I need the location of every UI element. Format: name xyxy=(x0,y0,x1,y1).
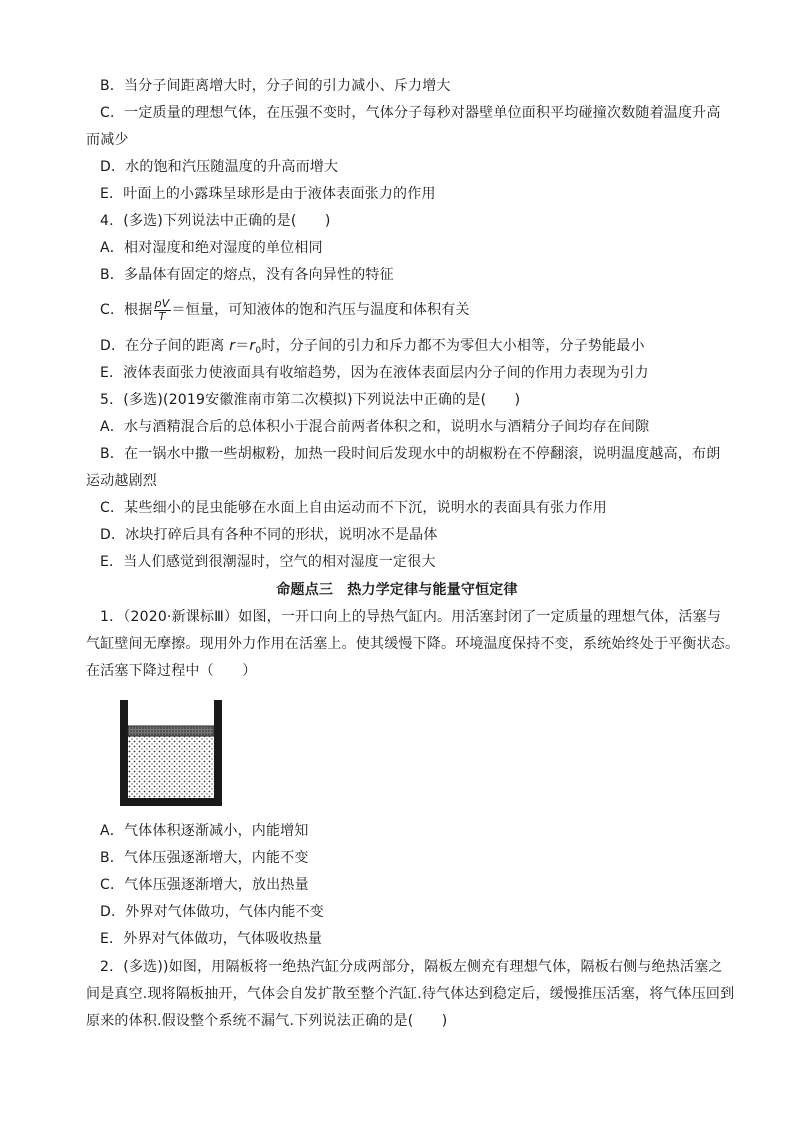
q4-option-a: A．相对湿度和绝对湿度的单位相同 xyxy=(100,240,323,256)
q3-option-b: B．当分子间距离增大时，分子间的引力减小、斥力增大 xyxy=(100,78,451,94)
equals-sign: ＝ xyxy=(235,338,250,354)
q3-option-c: C．一定质量的理想气体，在压强不变时，气体分子每秒对器壁单位面积平均碰撞次数随着温度升高 xyxy=(100,105,721,121)
q4-option-c-prefix: C．根据 xyxy=(100,302,153,318)
q3-option-e: E．叶面上的小露珠呈球形是由于液体表面张力的作用 xyxy=(100,186,436,202)
q5-option-b: B．在一锅水中撒一些胡椒粉，加热一段时间后发现水中的胡椒粉在不停翻滚，说明温度越高，布朗 xyxy=(100,446,721,462)
p1-option-e: E．外界对气体做功，气体吸收热量 xyxy=(100,931,323,947)
p2-stem-line3: 原来的体积.假设整个系统不漏气.下列说法正确的是( ) xyxy=(86,1013,448,1029)
q3-option-d: D．水的饱和汽压随温度的升高而增大 xyxy=(100,159,339,175)
p1-stem-line1: 1．（2020·新课标Ⅲ）如图，一开口向上的导热气缸内。用活塞封闭了一定质量的理想气体，活塞与 xyxy=(100,609,722,625)
r0-variable: r xyxy=(249,338,256,354)
piston xyxy=(128,726,214,736)
q5-option-b-continued: 运动越剧烈 xyxy=(86,473,157,489)
p2-stem-line1: 2．(多选))如图，用隔板将一绝热汽缸分成两部分，隔板左侧充有理想气体，隔板右侧与绝热活塞之 xyxy=(100,959,723,975)
fraction-numerator: pV xyxy=(154,296,170,310)
p1-stem-line2: 气缸壁间无摩擦。现用外力作用在活塞上。使其缓慢下降。环境温度保持不变，系统始终处于平衡状态。 xyxy=(86,636,740,652)
p2-stem-line2: 间是真空.现将隔板抽开，气体会自发扩散至整个汽缸.待气体达到稳定后，缓慢推压活塞，将气体压回到 xyxy=(86,986,735,1002)
q5-option-e: E．当人们感觉到很潮湿时，空气的相对湿度一定很大 xyxy=(100,554,436,570)
cylinder-piston-figure xyxy=(118,700,224,808)
r0-subscript: 0 xyxy=(255,346,262,356)
p1-option-d: D．外界对气体做功，气体内能不变 xyxy=(100,904,324,920)
p1-option-b: B．气体压强逐渐增大，内能不变 xyxy=(100,850,309,866)
q5-option-a: A．水与酒精混合后的总体积小于混合前两者体积之和，说明水与酒精分子间均存在间隙 xyxy=(100,419,650,435)
q5-option-c: C．某些细小的昆虫能够在水面上自由运动而不下沉，说明水的表面具有张力作用 xyxy=(100,500,607,516)
r-variable: r xyxy=(229,338,236,354)
q4-stem: 4．(多选)下列说法中正确的是( ) xyxy=(100,213,331,229)
section-heading: 命题点三 热力学定律与能量守恒定律 xyxy=(276,582,518,598)
gas-region xyxy=(128,736,214,798)
fraction-denominator: T xyxy=(158,309,166,323)
q4-option-b: B．多晶体有固定的熔点，没有各向异性的特征 xyxy=(100,267,394,283)
q4-option-d-prefix: D．在分子间的距离 xyxy=(100,338,230,354)
q4-option-c-suffix: ＝恒量，可知液体的饱和汽压与温度和体积有关 xyxy=(171,302,470,318)
q5-stem: 5．(多选)(2019安徽淮南市第二次模拟)下列说法中正确的是( ) xyxy=(100,392,521,408)
q4-option-e: E．液体表面张力使液面具有收缩趋势，因为在液体表面层内分子间的作用力表现为引力 xyxy=(100,365,649,381)
pv-over-t-fraction xyxy=(154,298,171,323)
q4-option-c xyxy=(100,296,470,324)
q4-option-d-suffix: 时，分子间的引力和斥力都不为零但大小相等，分子势能最小 xyxy=(261,338,645,354)
p1-option-a: A．气体体积逐渐减小，内能增知 xyxy=(100,823,309,839)
q4-option-d xyxy=(100,336,645,361)
q3-option-c-continued: 而减少 xyxy=(86,132,129,148)
q5-option-d: D．冰块打碎后具有各种不同的形状，说明冰不是晶体 xyxy=(100,527,438,543)
p1-stem-line3: 在活塞下降过程中（ ） xyxy=(86,663,257,679)
p1-option-c: C．气体压强逐渐增大，放出热量 xyxy=(100,877,309,893)
